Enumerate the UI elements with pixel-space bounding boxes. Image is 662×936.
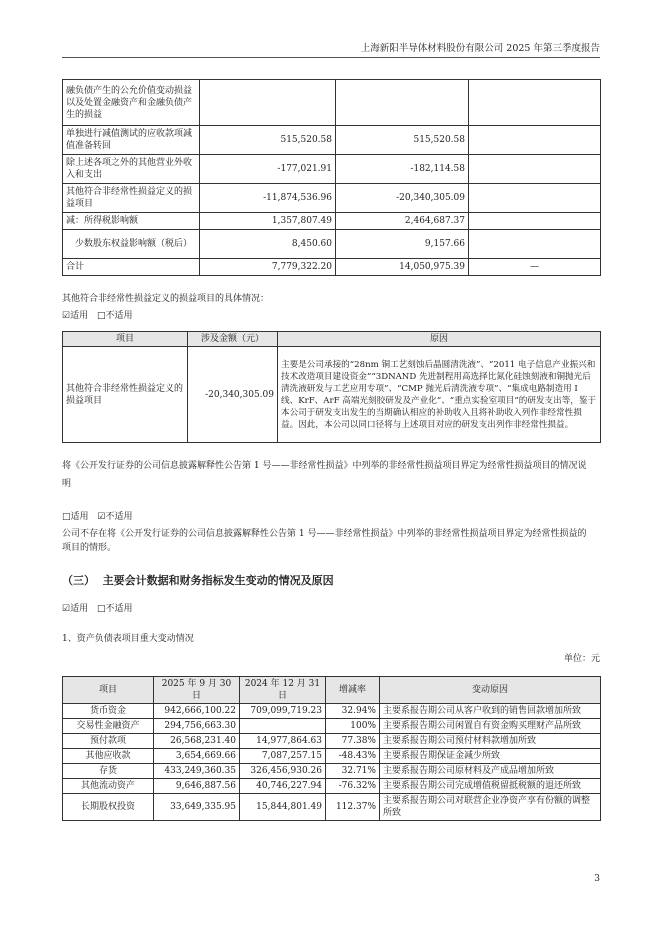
row-label: 少数股东权益影响额（税后） [63,230,200,259]
row-note: — [469,259,601,276]
row-year-to-date: 2,464,687.37 [336,213,469,230]
col-header-reason: 变动原因 [380,677,601,704]
row-2024 [240,719,326,734]
col-header-reason: 原因 [278,332,601,347]
balance-sheet-changes-table [62,676,601,821]
row-2024: 15,844,801.49 [240,794,326,821]
header-rule [62,57,600,58]
table-row [63,184,601,213]
row-year-to-date: 14,050,975.39 [336,259,469,276]
table-row [63,764,601,779]
row-reason: 主要系报告期保证金减少所致 [380,749,601,764]
table-row [63,794,601,821]
row-2024: 14,977,864.63 [240,734,326,749]
row-item: 长期股权投资 [63,794,154,821]
col-header-rate: 增减率 [326,677,380,704]
table-row [63,749,601,764]
col-header-2024: 2024 年 12 月 31 日 [240,677,326,704]
checkbox-not-applicable[interactable]: □ [96,604,106,614]
row-rate: 100% [326,719,380,734]
detail-amount: -20,340,305.09 [188,347,278,443]
col-header-amount: 涉及金额（元） [188,332,278,347]
non-recurring-table [62,79,601,276]
table-row [63,80,601,126]
row-2025: 33,649,335.95 [154,794,240,821]
row-year-to-date: -182,114.58 [336,155,469,184]
table-row [63,213,601,230]
label-not-applicable: 不适用 [105,604,133,614]
page-header-title: 上海新阳半导体材料股份有限公司 2025 年第三季度报告 [360,43,600,54]
applicability-check-3 [62,602,133,616]
other-items-detail-table [62,331,601,443]
row-note [469,230,601,259]
row-item: 其他应收款 [63,749,154,764]
row-reason: 主要系报告期公司从客户收到的销售回款增加所致 [380,704,601,719]
applicability-check-2 [62,510,133,524]
row-rate: 112.37% [326,794,380,821]
row-label: 融负债产生的公允价值变动损益以及处置金融资产和金融负债产生的损益 [63,80,200,126]
row-note [469,80,601,126]
section-heading [62,572,334,588]
row-rate: 77.38% [326,734,380,749]
row-2025: 942,666,100.22 [154,704,240,719]
row-item: 货币资金 [63,704,154,719]
row-year-to-date: -20,340,305.09 [336,184,469,213]
table-row [63,779,601,794]
row-item: 交易性金融资产 [63,719,154,734]
row-current-period [200,80,336,126]
row-2024: 7,087,257.15 [240,749,326,764]
checkbox-applicable[interactable]: ☑ [62,311,71,321]
checkbox-applicable[interactable]: ☑ [62,604,71,614]
applicability-check-1 [62,309,133,323]
page-number: 3 [594,874,600,884]
row-rate: -48.43% [326,749,380,764]
row-rate: 32.94% [326,704,380,719]
row-year-to-date [336,80,469,126]
row-item: 预付款项 [63,734,154,749]
detail-reason: 主要是公司承接的“28nm 铜工艺刻蚀后晶圆清洗液”、“2011 电子信息产业振兴和技术改造项目建设资金”“3DNAND 先进制程用高选择比氮化硅蚀刻液和铜抛光后清洗液研发与工艺应用专项”、“CMP 抛光后清洗液专项”、“集成电路制造用 I 线、KrF、ArF 高端光刻胶研发及产业化”、“重点实验室项目”的研发支出等，鉴于本公司于研发支出发生的当期确认相应的补助收入且将补助收入列作非经常性损益。因此，本公司以同口径将与上述项目对应的研发支出列作非经常性损益。 [278,347,601,443]
table-row [63,126,601,155]
row-reason: 主要系报告期公司完成增值税留抵税额的退还所致 [380,779,601,794]
row-current-period: 515,520.58 [200,126,336,155]
row-current-period: -11,874,536.96 [200,184,336,213]
row-item: 存货 [63,764,154,779]
row-year-to-date: 9,157.66 [336,230,469,259]
label-applicable: 适用 [70,512,89,522]
other-items-intro: 其他符合非经常性损益定义的损益项目的具体情况： [62,294,270,304]
row-current-period: 1,357,807.49 [200,213,336,230]
table-row [63,155,601,184]
row-reason: 主要系报告期公司闲置自有资金购买理财产品所致 [380,719,601,734]
row-current-period: -177,021.91 [200,155,336,184]
row-2025: 26,568,231.40 [154,734,240,749]
row-year-to-date: 515,520.58 [336,126,469,155]
no-reclassification-statement: 公司不存在将《公开发行证券的公司信息披露解释性公告第 1 号——非经常性损益》中列举的非经常性损益项目界定为经常性损益的项目的情形。 [62,529,587,553]
section-title: 主要会计数据和财务指标发生变动的情况及原因 [102,574,334,587]
row-2025: 9,646,887.56 [154,779,240,794]
row-reason: 主要系报告期公司预付材料款增加所致 [380,734,601,749]
row-reason: 主要系报告期公司原材料及产成品增加所致 [380,764,601,779]
row-reason: 主要系报告期公司对联营企业净资产享有份额的调整所致 [380,794,601,821]
row-current-period: 7,779,322.20 [200,259,336,276]
unit-label: 单位：元 [563,654,600,664]
reclassification-note: 将《公开发行证券的公司信息披露解释性公告第 1 号——非经常性损益》中列举的非经常性损益项目界定为经常性损益项目的情况说明 [62,461,587,489]
row-2024: 709,099,719.23 [240,704,326,719]
detail-item: 其他符合非经常性损益定义的损益项目 [63,347,188,443]
label-applicable: 适用 [70,604,89,614]
row-note [469,155,601,184]
row-label: 减：所得税影响额 [63,213,200,230]
table-row [63,230,601,259]
row-note [469,213,601,230]
col-header-2025: 2025 年 9 月 30 日 [154,677,240,704]
table-row [63,734,601,749]
label-not-applicable: 不适用 [105,512,133,522]
row-rate: 32.71% [326,764,380,779]
row-item: 其他流动资产 [63,779,154,794]
row-2024: 40,746,227.94 [240,779,326,794]
row-2025: 433,249,360.35 [154,764,240,779]
row-label: 其他符合非经常性损益定义的损益项目 [63,184,200,213]
checkbox-applicable[interactable]: □ [62,512,71,522]
row-note [469,126,601,155]
col-header-item: 项目 [63,332,188,347]
row-label: 除上述各项之外的其他营业外收入和支出 [63,155,200,184]
table-row [63,259,601,276]
table-row [63,719,601,734]
checkbox-not-applicable[interactable]: ☑ [97,512,106,522]
col-header-item: 项目 [63,677,154,704]
row-current-period: 8,450.60 [200,230,336,259]
row-label: 单独进行减值测试的应收款项减值准备转回 [63,126,200,155]
label-applicable: 适用 [70,311,89,321]
label-not-applicable: 不适用 [105,311,133,321]
row-2025: 294,756,663.30 [154,719,240,734]
row-label: 合计 [63,259,200,276]
checkbox-not-applicable[interactable]: □ [96,311,106,321]
row-note [469,184,601,213]
table-row [63,704,601,719]
row-2024: 326,456,930.26 [240,764,326,779]
subsection-title: 1、资产负债表项目重大变动情况 [62,634,194,644]
section-number: （三） [62,574,95,587]
row-rate: -76.32% [326,779,380,794]
row-2025: 3,654,669.66 [154,749,240,764]
